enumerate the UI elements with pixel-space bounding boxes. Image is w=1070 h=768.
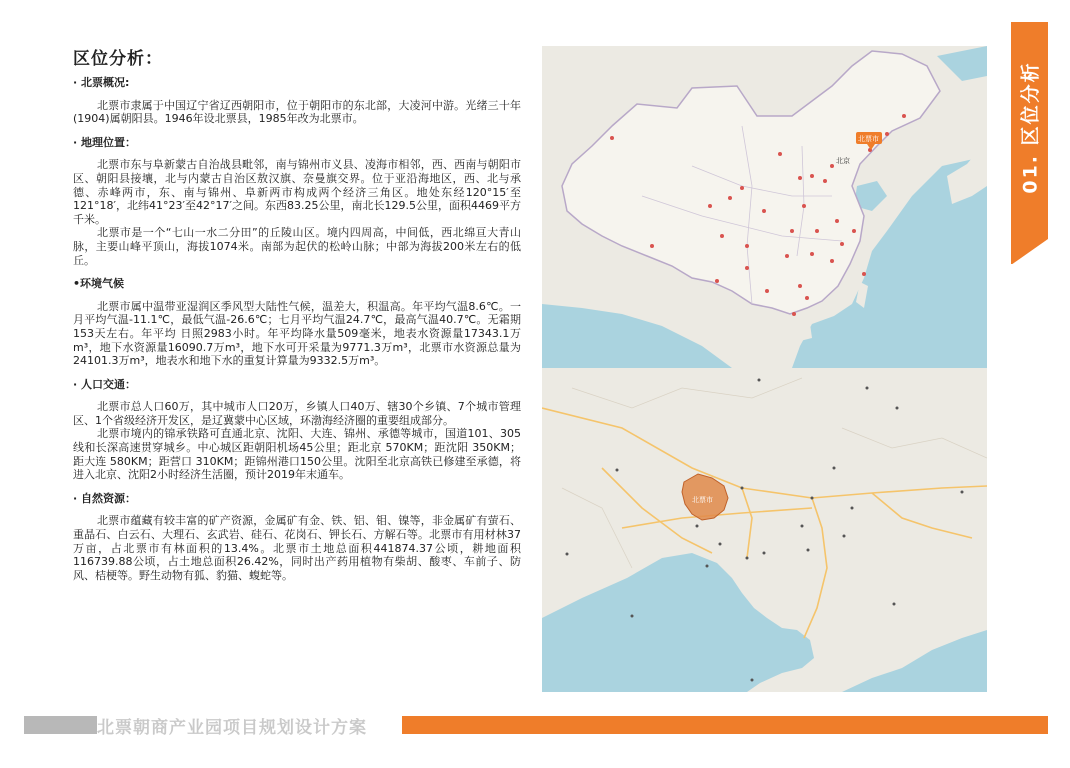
section-heading: · 自然资源：: [73, 491, 137, 505]
section-climate: [73, 277, 521, 368]
china-map: [542, 46, 987, 368]
section-paragraph: 北票市境内的锦承铁路可直通北京、沈阳、大连、锦州、承德等城市，国道101、305线和长深高速贯穿城乡。中心城区距朝阳机场45公里；距北京 570KM；距沈阳 350KM；距大连 580KM；距营口 310KM；距锦州港口150公里。沈阳至北京高铁已修建至承德，将进入北京、沈阳2小时经济生活圈，预计2019年末通车。: [73, 427, 521, 482]
section-paragraph: 北票市隶属于中国辽宁省辽西朝阳市，位于朝阳市的东北部，大凌河中游。光绪三十年(1904)属朝阳县。1946年设北票县，1985年改为北票市。: [73, 98, 521, 126]
region-map-graphic: [542, 368, 987, 692]
section-tab-label: 01. 区位分析: [1020, 60, 1042, 194]
section-resources: [73, 492, 521, 583]
footer-bar-left: [24, 716, 97, 734]
china-map-graphic: [542, 46, 987, 368]
footer-bar-right: [402, 716, 1048, 734]
section-overview: [73, 76, 521, 126]
section-paragraph: 北票市蕴藏有较丰富的矿产资源，金属矿有金、铁、铝、钼、镍等，非金属矿有萤石、重晶石、白云石、大理石、玄武岩、硅石、花岗石、钾长石、方解石等。北票市有用材林37万亩，占北票市有林面积的13.4%。北票市土地总面积441874.37公顷，耕地面积116739.88公顷，占土地总面积26.42%，同时出产药用植物有柴胡、酸枣、车前子、防风、桔梗等。野生动物有狐、豹猫、蝮蛇等。: [73, 514, 521, 582]
section-paragraph: 北票市总人口60万，其中城市人口20万，乡镇人口40万、辖30个乡镇、7个城市管理区、1个省级经济开发区，是辽冀蒙中心区域，环渤海经济圈的重要组成部分。: [73, 400, 521, 427]
section-heading: · 地理位置：: [73, 135, 137, 149]
section-paragraph: 北票市是一个“七山一水二分田”的丘陵山区。境内四周高，中间低，西北绵亘大青山脉，主要山峰平顶山，海拔1074米。南部为起伏的松岭山脉；中部为海拔200米左右的低丘。: [73, 226, 521, 267]
highlight-region-label: 北票市: [692, 496, 713, 504]
page-title: 区位分析：: [73, 49, 163, 69]
content-body: [73, 76, 521, 582]
section-population-traffic: [73, 378, 521, 482]
section-heading: · 北票概况:: [73, 76, 130, 89]
section-location: [73, 136, 521, 267]
region-map: [542, 368, 987, 692]
section-heading: · 人口交通：: [73, 377, 137, 391]
section-paragraph: 北票市属中温带亚湿润区季风型大陆性气候，温差大，积温高。年平均气温8.6℃。一月平均气温-11.1℃，最低气温-26.6℃；七月平均气温24.7℃，最高气温40.7℃。无霜期153天左右。年平均 日照2983小时。年平均降水量509毫米，地表水资源量17343.1万m³，地下水资源量16090.7万m³，地下水可开采量为9771.3万m³，北票市水资源总量为24101.3万m³，地表水和地下水的重复计算量为9332.5万m³。: [73, 299, 521, 368]
footer-title: 北票朝商产业园项目规划设计方案: [97, 718, 367, 738]
section-heading: •环境气候: [73, 277, 125, 291]
section-paragraph: 北票市东与阜新蒙古自治战县毗邻，南与锦州市义县、凌海市相邻，西、西南与朝阳市区、朝阳县接壤，北与内蒙古自治区敖汉旗、奈曼旗交界。位于亚沿海地区，西、北与承德、赤峰两市，东、南与锦州、阜新两市构成两个经济三角区。地处东经120°15′至121°18′，北纬41°23′至42°17′之间。东西83.25公里，南北长129.5公里，面积4469平方千米。: [73, 158, 521, 226]
highlight-city-label: 北票市: [858, 135, 879, 143]
section-tab: [1011, 22, 1048, 264]
capital-label: 北京: [836, 157, 850, 165]
